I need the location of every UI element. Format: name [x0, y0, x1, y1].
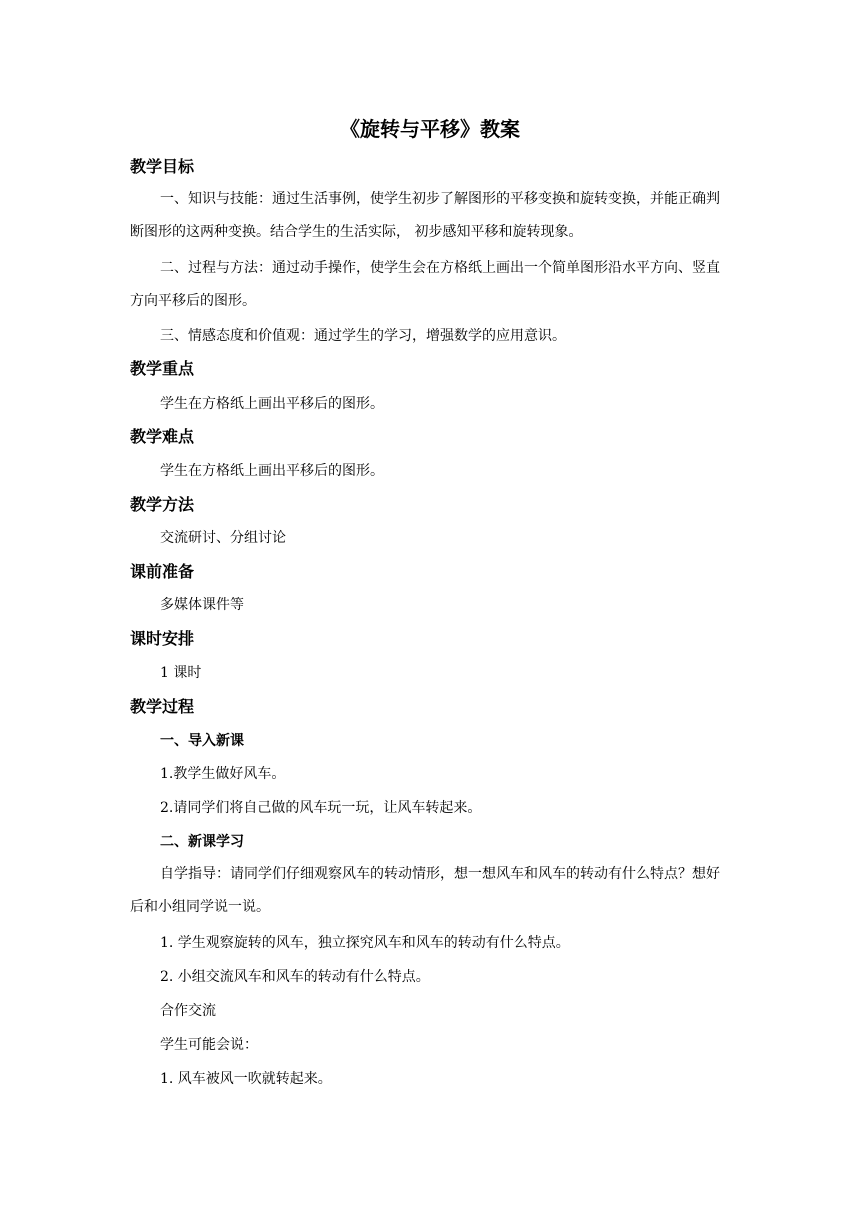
subheading-new-lesson: 二、新课学习 [160, 834, 244, 850]
study-step-2: 2. 小组交流风车和风车的转动有什么特点。 [160, 969, 430, 985]
schedule-text: 1 课时 [160, 665, 202, 681]
introduction-step-1: 1.教学生做好风车。 [160, 766, 286, 782]
heading-objectives: 教学目标 [130, 157, 195, 176]
study-step-1: 1. 学生观察旋转的风车，独立探究风车和风车的转动有什么特点。 [160, 935, 570, 951]
heading-process: 教学过程 [130, 697, 195, 716]
heading-difficulty: 教学难点 [130, 427, 195, 446]
objective-paragraph-1: 一、知识与技能：通过生活事例，使学生初步了解图形的平移变换和旋转变换，并能正确判断图形的这两种变换。结合学生的生活实际， 初步感知平移和旋转现象。 [130, 191, 720, 240]
key-point-text: 学生在方格纸上画出平移后的图形。 [160, 396, 384, 412]
heading-preparation: 课前准备 [130, 562, 195, 581]
introduction-step-2: 2.请同学们将自己做的风车玩一玩，让风车转起来。 [160, 800, 482, 816]
student-answer-1: 1. 风车被风一吹就转起来。 [160, 1071, 332, 1087]
heading-key-point: 教学重点 [130, 359, 195, 378]
heading-schedule: 课时安排 [130, 629, 195, 648]
self-study-guide: 自学指导：请同学们仔细观察风车的转动情形，想一想风车和风车的转动有什么特点？想好后和小组同学说一说。 [130, 866, 720, 915]
difficulty-text: 学生在方格纸上画出平移后的图形。 [160, 463, 384, 479]
objective-paragraph-2: 二、过程与方法：通过动手操作，使学生会在方格纸上画出一个简单图形沿水平方向、竖直方向平移后的图形。 [130, 260, 720, 309]
objective-paragraph-3: 三、情感态度和价值观：通过学生的学习，增强数学的应用意识。 [160, 328, 566, 344]
students-say-label: 学生可能会说： [160, 1037, 258, 1053]
subheading-introduction: 一、导入新课 [160, 733, 244, 749]
cooperate-label: 合作交流 [160, 1003, 216, 1019]
document-title: 《旋转与平移》教案 [340, 117, 520, 141]
heading-method: 教学方法 [130, 495, 195, 514]
method-text: 交流研讨、分组讨论 [160, 530, 286, 546]
preparation-text: 多媒体课件等 [160, 597, 244, 613]
